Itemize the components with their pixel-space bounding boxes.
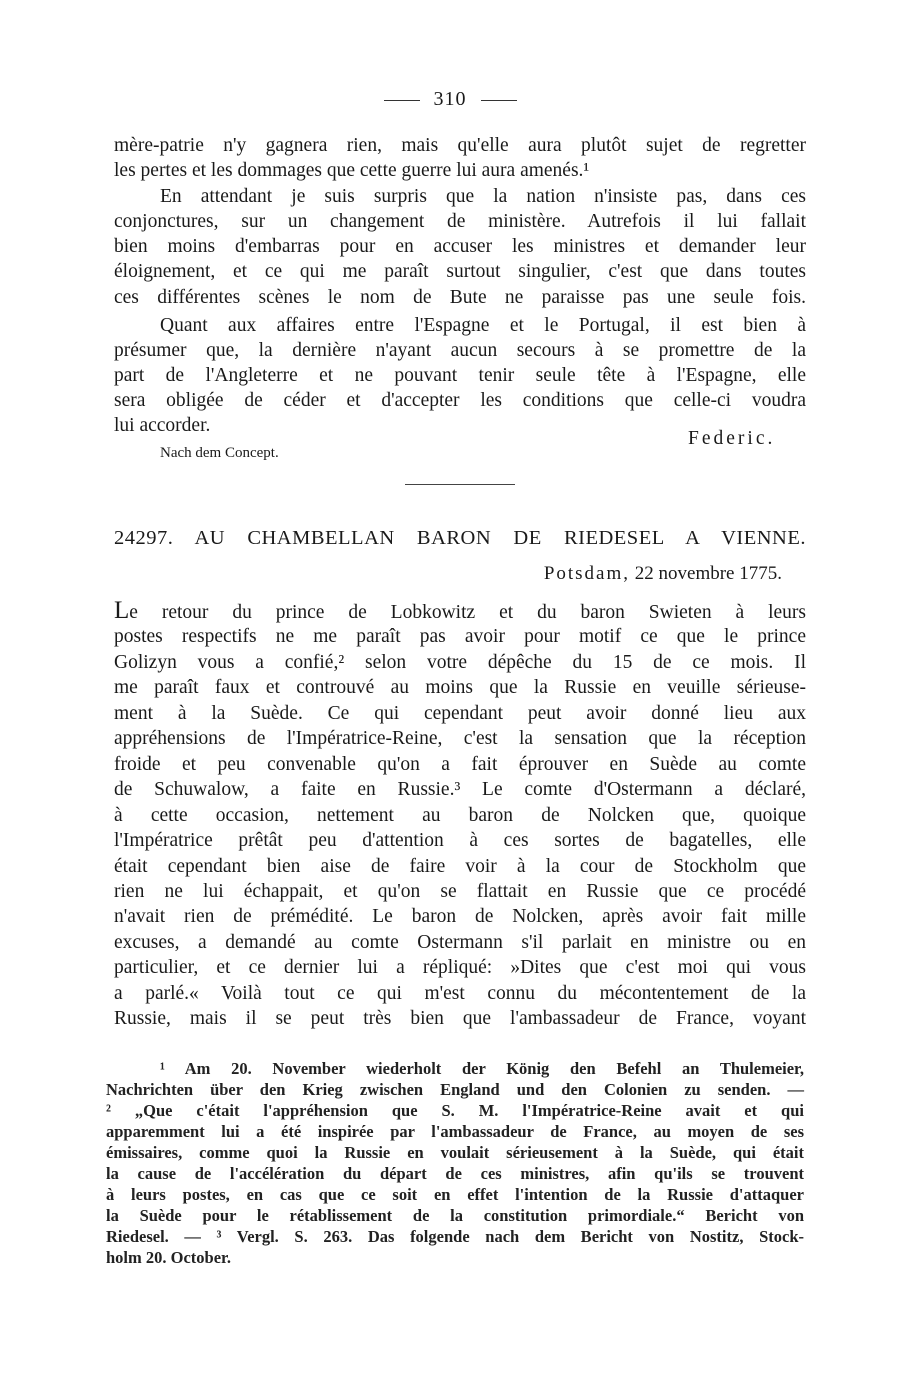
- footnote-line: ¹ Am 20. November wiederholt der König den Befehl an Thulemeier,: [160, 1059, 804, 1078]
- body-line: postes respectifs ne me paraît pas avoir pour motif ce que le prince: [114, 626, 806, 647]
- body-line: n'avait rien de prémédité. Le baron de Nolcken, après avoir fait mille: [114, 906, 806, 927]
- body-line: lui accorder.: [114, 415, 211, 436]
- drop-cap: L: [114, 597, 130, 624]
- page-number: 310: [433, 88, 467, 110]
- letter-heading: [114, 525, 806, 551]
- footnote-line: Nachrichten über den Krieg zwischen England und den Colonien zu senden. —: [106, 1080, 804, 1099]
- body-line: particulier, et ce dernier lui a répliqué: »Dites que c'est moi qui vous: [114, 957, 806, 978]
- letter-title: AU CHAMBELLAN BARON DE RIEDESEL A VIENNE.: [194, 527, 807, 549]
- footnote-line: la Suède pour le rétablissement de la constitution primordiale.“ Bericht von: [106, 1206, 804, 1225]
- body-line: Russie, mais il se peut très bien que l'ambassadeur de France, voyant: [114, 1008, 806, 1029]
- footnote-line: émissaires, comme quoi la Russie en voulait sérieusement à la Suède, qui était: [106, 1143, 804, 1162]
- body-line: Quant aux affaires entre l'Espagne et le Portugal, il est bien à: [160, 315, 806, 336]
- body-line: froide et peu convenable qu'on a fait éprouver en Suède au comte: [114, 754, 806, 775]
- footnote-line: apparemment lui a été inspirée par l'ambassadeur de France, au moyen de ses: [106, 1122, 804, 1141]
- body-line: était cependant bien aise de faire voir à la cour de Stockholm que: [114, 856, 806, 877]
- body-line: éloignement, et ce qui me paraît surtout singulier, c'est que dans toutes: [114, 261, 806, 282]
- source-note: Nach dem Concept.: [160, 445, 279, 461]
- body-line-text: e retour du prince de Lobkowitz et du baron Swieten à leurs: [129, 602, 806, 623]
- body-line: appréhensions de l'Impératrice-Reine, c'est la sensation que la réception: [114, 728, 806, 749]
- body-line: conjonctures, sur un changement de ministère. Autrefois il lui fallait: [114, 211, 806, 232]
- dateline: [544, 563, 782, 585]
- footnote-line: Riedesel. — ³ Vergl. S. 263. Das folgende nach dem Bericht von Nostitz, Stock-: [106, 1227, 804, 1246]
- body-line: ment à la Suède. Ce qui cependant peut avoir donné lieu aux: [114, 703, 806, 724]
- header-dash-right: [481, 100, 517, 101]
- body-line: les pertes et les dommages que cette guerre lui aura amenés.¹: [114, 160, 590, 181]
- footnote-line: la cause de l'accélération du départ de ces ministres, afin qu'ils se trouvent: [106, 1164, 804, 1183]
- body-line: de Schuwalow, a faite en Russie.³ Le comte d'Ostermann a déclaré,: [114, 779, 806, 800]
- letter-number: 24297.: [114, 527, 174, 549]
- signature: Federic.: [688, 428, 776, 449]
- page-header: [0, 88, 900, 111]
- footnote-line: à leurs postes, en cas que ce soit en effet l'intention de la Russie d'attaquer: [106, 1185, 804, 1204]
- footnote-line: ² „Que c'était l'appréhension que S. M. l'Impératrice-Reine avait et qui: [106, 1101, 804, 1120]
- body-line: l'Impératrice prêtât peu d'attention à ces sortes de bagatelles, elle: [114, 830, 806, 851]
- body-line: à cette occasion, nettement au baron de Nolcken que, quoique: [114, 805, 806, 826]
- body-line: bien moins d'embarras pour en accuser les ministres et demander leur: [114, 236, 806, 257]
- section-divider: [405, 484, 515, 485]
- body-line: me paraît faux et controuvé au moins que la Russie en veuille sérieuse-: [114, 677, 806, 698]
- body-line: part de l'Angleterre et ne pouvant tenir seule tête à l'Espagne, elle: [114, 365, 806, 386]
- header-dash-left: [384, 100, 420, 101]
- body-line: présumer que, la dernière n'ayant aucun secours à se promettre de la: [114, 340, 806, 361]
- dateline-date: 22 novembre 1775.: [634, 563, 782, 584]
- body-line: a parlé.« Voilà tout ce qui m'est connu du mécontentement de la: [114, 983, 806, 1004]
- footnote-line: holm 20. October.: [106, 1248, 231, 1267]
- body-line: excuses, a demandé au comte Ostermann s'il parlait en ministre ou en: [114, 932, 806, 953]
- body-line: [114, 598, 806, 625]
- body-line: ces différentes scènes le nom de Bute ne paraisse pas une seule fois.: [114, 287, 806, 308]
- body-line: sera obligée de céder et d'accepter les conditions que celle-ci voudra: [114, 390, 806, 411]
- body-line: rien ne lui échappait, et qu'on se flattait en Russie que ce procédé: [114, 881, 806, 902]
- body-line: Golizyn vous a confié,² selon votre dépêche du 15 de ce mois. Il: [114, 652, 806, 673]
- dateline-place: Potsdam,: [543, 563, 631, 584]
- body-line: En attendant je suis surpris que la nation n'insiste pas, dans ces: [160, 186, 806, 207]
- body-line: mère-patrie n'y gagnera rien, mais qu'elle aura plutôt sujet de regretter: [114, 135, 806, 156]
